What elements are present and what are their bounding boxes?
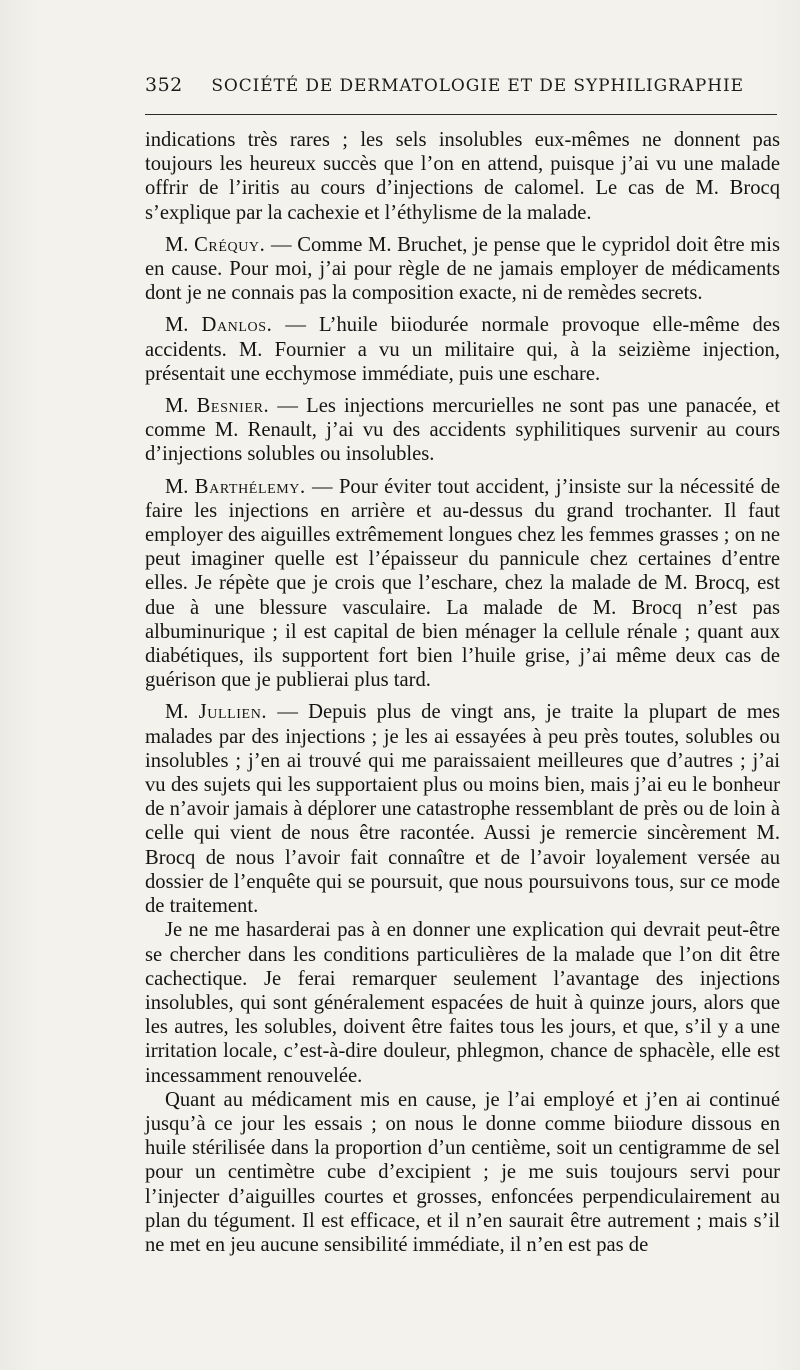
speaker-name: Jullien. <box>198 701 268 724</box>
paragraph-text: Quant au médicament mis en cause, je l’ai employé et j’en ai continué jusqu’à ce jour les essais ; on nous le donne comme biiodure dissous en huile stérilisée dans la proportion d’un centième, soit un centigramme de sel pour un centimètre cube d’excipient ; je me suis toujours servi pour l’injecter d’aiguilles courtes et grosses, enfoncées perpendiculairement au plan du tégument. Il est efficace, et il n’en saurait être autrement ; mais s’il ne met en jeu aucune sensibilité immédiate, il n’en est pas de <box>145 1088 780 1256</box>
paragraph-text: — L’huile biiodurée normale provoque elle-même des accidents. M. Fournier a vu un militaire qui, à la seizième injection, présentait une ecchymose immédiate, puis une eschare. <box>145 314 781 385</box>
paragraph-danlos <box>145 313 780 386</box>
paragraph-barthelemy <box>145 475 780 693</box>
paragraph-text: — Depuis plus de vingt ans, je traite la plupart de mes malades par des injections ; je les ai essayées à peu près toutes, solubles ou insolubles ; j’en ai trouvé qui me paraissaient meilleures que d’autres ; j’ai vu des sujets qui les supportaient plus ou moins bien, mais j’ai eu le bonheur de n’avoir jamais à déplorer une catastrophe ressemblant de près ou de loin à celle qui vient de nous être racontée. Aussi je remercie sincèrement M. Brocq de nous l’avoir fait connaître et de l’avoir loyalement versée au dossier de l’enquête qui se poursuit, que nous poursuivons tous, sur ce mode de traitement. <box>145 701 781 918</box>
running-title: SOCIÉTÉ DE DERMATOLOGIE ET DE SYPHILIGRAPHIE <box>211 76 744 96</box>
speaker-name: Danlos. <box>201 314 273 337</box>
paragraph-text: — Comme M. Bruchet, je pense que le cypridol doit être mis en cause. Pour moi, j’ai pour règle de ne jamais employer de médicaments dont je ne connais pas la composition exacte, ni de remèdes secrets. <box>145 233 780 305</box>
page-number: 352 <box>145 74 183 96</box>
paragraph-text: — Pour éviter tout accident, j’insiste sur la nécessité de faire les injections en arrière et au-dessus du grand trochanter. Il faut employer des aiguilles extrêmement longues chez les femmes grasses ; on ne peut imaginer quelle est l’épaisseur du pannicule chez certaines d’entre elles. Je répète que je crois que l’eschare, chez la malade de M. Brocq, est due à une blessure vasculaire. La malade de M. Brocq n’est pas albuminurique ; il est capital de bien ménager la cellule rénale ; quant aux diabétiques, ils supportent fort bien l’huile grise, j’ai même deux cas de guérison que je publierai plus tard. <box>145 475 781 692</box>
speaker-name: Barthélemy. <box>194 475 306 498</box>
speaker-name: Besnier. <box>196 395 270 418</box>
body-text <box>145 128 780 1257</box>
speaker-prefix: M. <box>165 314 202 337</box>
speaker-prefix: M. <box>165 395 197 418</box>
header-rule <box>145 114 777 115</box>
speaker-prefix: M. <box>165 475 195 498</box>
paragraph-continuation <box>145 128 780 225</box>
speaker-prefix: M. <box>165 701 199 724</box>
running-header <box>145 74 780 104</box>
paragraph-text: Je ne me hasarderai pas à en donner une explication qui devrait peut-être se chercher dans les conditions particulières de la malade que l’on dit être cachectique. Je ferai remarquer seulement l’avantage des injections insolubles, qui sont généralement espacées de huit à quinze jours, alors que les autres, les solubles, doivent être faites tous les jours, et que, s’il y a une irritation locale, c’est-à-dire douleur, phlegmon, chance de sphacèle, elle est incessamment renouvelée. <box>145 919 780 1087</box>
paragraph-explanation <box>145 918 780 1087</box>
paragraph-crequy <box>145 233 780 306</box>
paragraph-besnier <box>145 394 780 467</box>
speaker-name: Créquy. <box>194 233 266 256</box>
paragraph-jullien <box>145 700 780 918</box>
paragraph-medicament <box>145 1088 780 1257</box>
paragraph-text: indications très rares ; les sels insolubles eux-mêmes ne donnent pas toujours les heureux succès que l’on en attend, puisque j’ai vu une malade offrir de l’iritis au cours d’injections de calomel. Le cas de M. Brocq s’explique par la cachexie et l’éthylisme de la malade. <box>145 129 780 224</box>
speaker-prefix: M. <box>165 233 195 256</box>
paragraph-text: — Les injections mercurielles ne sont pas une panacée, et comme M. Renault, j’ai vu des accidents syphilitiques survenir au cours d’injections solubles ou insolubles. <box>145 395 780 466</box>
